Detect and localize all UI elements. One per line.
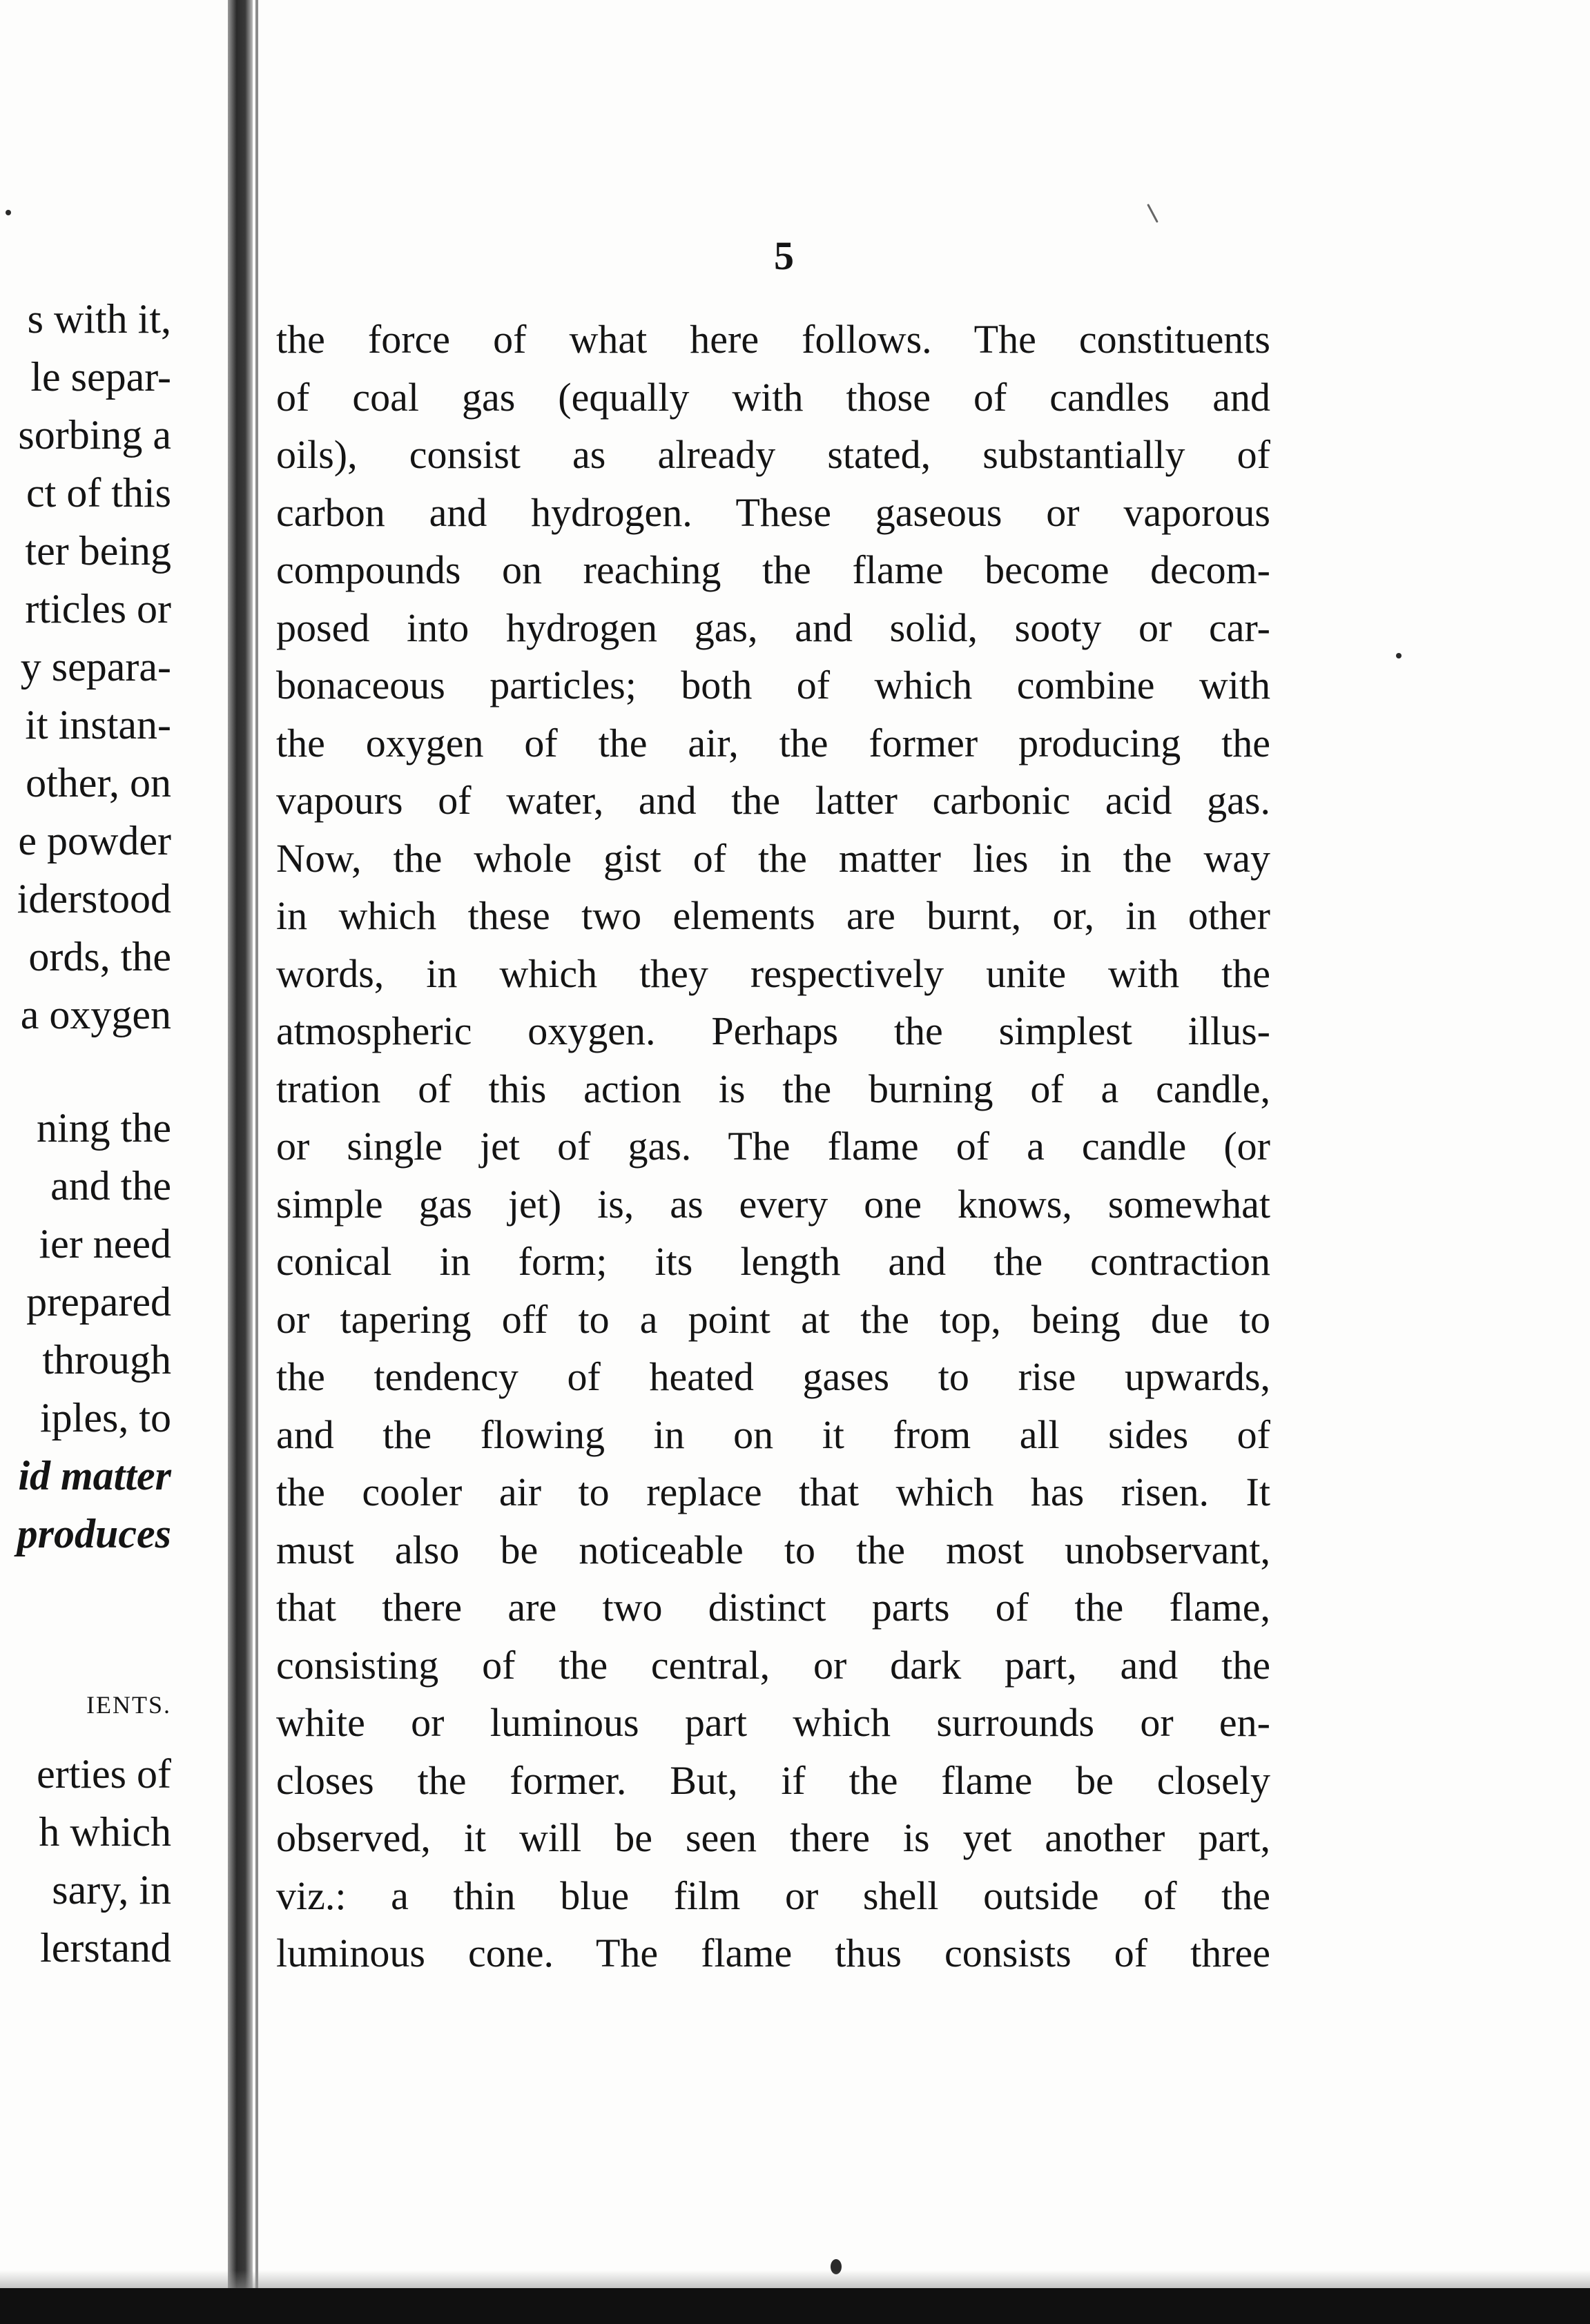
left-page-line: ter being <box>25 528 171 574</box>
page-number: 5 <box>774 233 794 278</box>
left-page-line: ier need <box>39 1221 171 1267</box>
text-line: must also be noticeable to the most unobservant, <box>276 1527 1270 1572</box>
left-page-line: other, on <box>26 760 171 805</box>
text-line: oils), consist as already stated, substantially of <box>276 432 1270 477</box>
left-page-line: id matter <box>18 1453 171 1498</box>
left-page-line: y separa- <box>20 644 171 690</box>
left-page-line: sorbing a <box>18 412 171 458</box>
text-line: atmospheric oxygen. Perhaps the simplest illus- <box>276 1008 1270 1053</box>
left-page-line: produces <box>17 1511 171 1556</box>
text-line: that there are two distinct parts of the flame, <box>276 1585 1270 1630</box>
left-page-line: rticles or <box>25 586 171 632</box>
text-line: tration of this action is the burning of a candle, <box>276 1066 1270 1111</box>
left-page-line: ords, the <box>28 934 171 979</box>
left-page-line: erties of <box>37 1751 171 1797</box>
left-page-line: h which <box>39 1809 171 1855</box>
text-line: bonaceous particles; both of which combine with <box>276 663 1270 707</box>
left-page-line: lerstand <box>40 1925 171 1971</box>
text-line: white or luminous part which surrounds or en- <box>276 1700 1270 1745</box>
left-page-line: s with it, <box>27 296 171 342</box>
text-line: or single jet of gas. The flame of a candle (or <box>276 1124 1270 1169</box>
scan-bottom-border <box>0 2288 1590 2324</box>
left-page-line: iples, to <box>40 1395 171 1441</box>
text-line: conical in form; its length and the contraction <box>276 1239 1270 1284</box>
scan-speck <box>1396 653 1402 658</box>
left-page-line: sary, in <box>52 1867 171 1913</box>
left-page-line: through <box>42 1337 171 1383</box>
text-line: and the flowing in on it from all sides of <box>276 1412 1270 1457</box>
text-line: compounds on reaching the flame become decom- <box>276 547 1270 592</box>
text-line: the oxygen of the air, the former producing the <box>276 720 1270 765</box>
text-line: consisting of the central, or dark part, and the <box>276 1642 1270 1688</box>
left-page-line: iderstood <box>17 876 171 921</box>
scan-mark <box>1147 204 1158 223</box>
left-page-line: le separ- <box>30 354 171 400</box>
text-line: closes the former. But, if the flame be closely <box>276 1757 1270 1803</box>
page-body-text <box>276 311 1270 1982</box>
left-page-heading: IENTS. <box>86 1691 171 1719</box>
text-line: words, in which they respectively unite with the <box>276 950 1270 996</box>
text-line: luminous cone. The flame thus consists of three <box>276 1931 1270 1975</box>
text-line: observed, it will be seen there is yet another part, <box>276 1815 1270 1860</box>
text-line: simple gas jet) is, as every one knows, somewhat <box>276 1181 1270 1227</box>
left-page-line: it instan- <box>25 702 171 748</box>
text-line: in which these two elements are burnt, or, in other <box>276 893 1270 938</box>
text-line: of coal gas (equally with those of candles and <box>276 374 1270 420</box>
text-line: posed into hydrogen gas, and solid, sooty or car- <box>276 605 1270 650</box>
left-page-line: ning the <box>37 1105 171 1151</box>
left-page-line: a oxygen <box>20 992 171 1037</box>
left-page-line: e powder <box>18 818 171 863</box>
text-line: the tendency of heated gases to rise upwards, <box>276 1354 1270 1399</box>
text-line: carbon and hydrogen. These gaseous or vaporous <box>276 489 1270 535</box>
left-page-line: ct of this <box>26 470 171 516</box>
text-line: the force of what here follows. The constituents <box>276 317 1270 362</box>
text-line: viz.: a thin blue film or shell outside of the <box>276 1873 1270 1918</box>
text-line: Now, the whole gist of the matter lies in the way <box>276 835 1270 881</box>
book-gutter-shadow <box>228 0 253 2324</box>
scan-speck <box>6 210 11 215</box>
text-line: the cooler air to replace that which has risen. It <box>276 1469 1270 1514</box>
text-line: vapours of water, and the latter carbonic acid gas. <box>276 778 1270 823</box>
left-page-fragment <box>0 0 228 2271</box>
left-page-line: and the <box>50 1163 171 1209</box>
page-bottom-shadow <box>0 2270 1590 2288</box>
left-page-line: prepared <box>26 1279 171 1325</box>
book-gutter-line <box>255 0 258 2324</box>
text-line: or tapering off to a point at the top, being due to <box>276 1296 1270 1342</box>
